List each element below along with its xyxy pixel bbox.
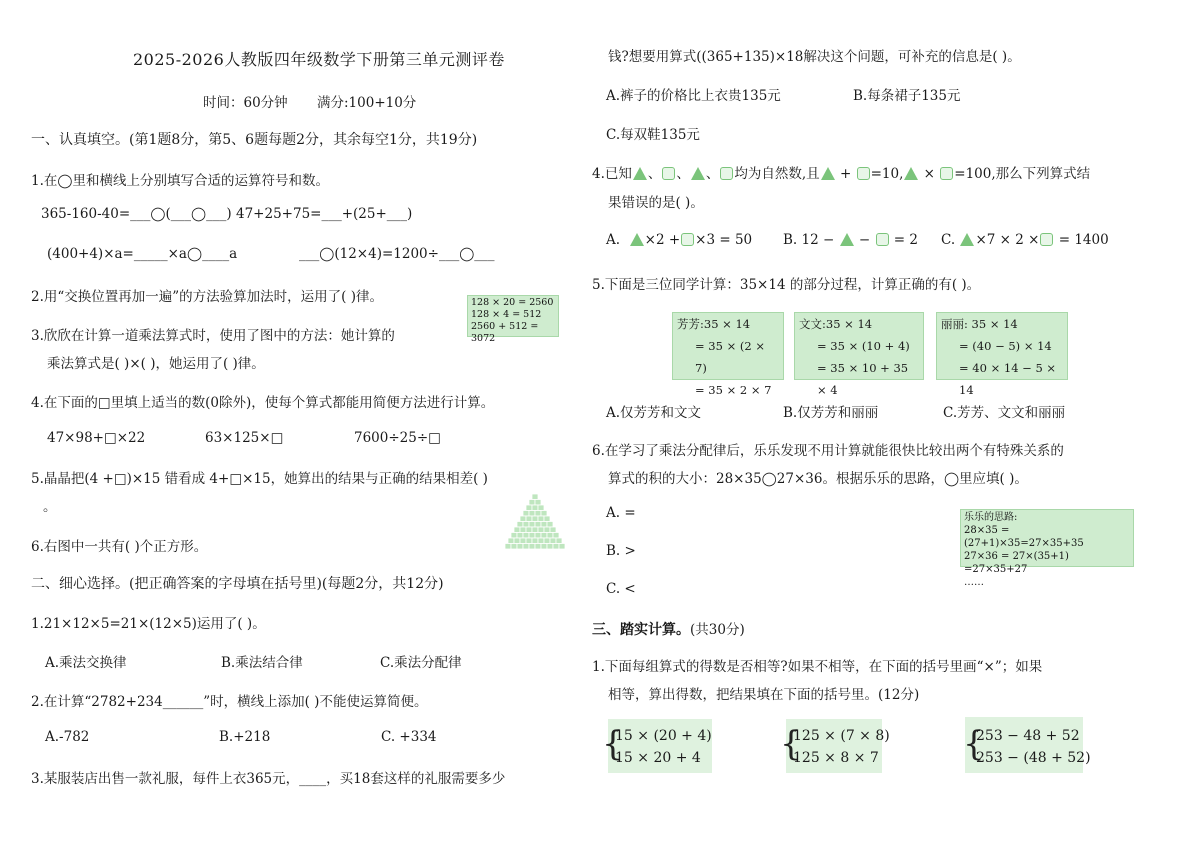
exam-time: 时间：60分钟: [203, 95, 288, 111]
thinking-line: 27×36 = 27×(35+1) =27×35+27: [964, 551, 1069, 575]
rounded-square-icon: [681, 233, 694, 246]
question-1-line-2a: (400+4)×a=_____×a◯____a: [47, 246, 238, 262]
pyramid-square: [526, 538, 532, 544]
pyramid-square: [532, 527, 538, 533]
page-title: 2025-2026人教版四年级数学下册第三单元测评卷: [133, 50, 505, 69]
pyramid-square: [523, 522, 529, 528]
pyramid-square: [529, 511, 535, 517]
pyramid-square: [529, 522, 535, 528]
thinking-line: 乐乐的思路:: [964, 512, 1018, 523]
wenwen-work-box: [794, 312, 924, 397]
question-6: 6.右图中一共有( )个正方形。: [31, 539, 208, 555]
question-4-c: 7600÷25÷□: [354, 430, 441, 446]
choice-2: 2.在计算“2782+234______”时，横线上添加( )不能使运算简便。: [31, 694, 428, 710]
expression: 253 − 48 + 52: [976, 728, 1080, 744]
pyramid-square: [535, 544, 541, 550]
question-4: 4.在下面的□里填上适当的数(0除外)，使每个算式都能用简便方法进行计算。: [31, 395, 495, 411]
question-3-line-2: 乘法算式是( )×( )，她运用了( )律。: [47, 356, 265, 372]
option-expr: ×3 = 50: [695, 232, 753, 248]
section-3-heading: [592, 618, 745, 639]
pyramid-square: [532, 538, 538, 544]
pyramid-square: [514, 527, 520, 533]
question-1: 1.在◯里和横线上分别填写合适的运算符号和数。: [31, 173, 329, 189]
rounded-square-icon: [662, 167, 675, 180]
choice-3-option-c: C.每双鞋135元: [606, 127, 700, 143]
option-expr: ×2 +: [644, 232, 681, 248]
pyramid-square: [526, 516, 532, 522]
question-4-a: 47×98+□×22: [47, 430, 146, 446]
choice-1-option-a: A.乘法交换律: [45, 655, 127, 671]
choice-6-option-c: C. <: [606, 581, 636, 597]
option-expr: = 2: [893, 232, 918, 248]
work-line: = 35 × 2 × 7: [695, 383, 772, 397]
choice-3-option-b: B.每条裙子135元: [853, 88, 961, 104]
choice-6-option-a: A. =: [606, 505, 636, 521]
expression: 125 × 8 × 7: [793, 750, 879, 766]
choice-1-option-c: C.乘法分配律: [380, 655, 462, 671]
triangle-icon: [904, 167, 918, 180]
triangle-icon: [630, 233, 644, 246]
section-1-title: 一、认真填空。(第1题8分，第5、6题每题2分，其余每空1分，共19分): [31, 132, 478, 148]
choice-6-line-1: 6.在学习了乘法分配律后，乐乐发现不用计算就能很快比较出两个有特殊关系的: [592, 443, 1064, 459]
expression: 253 − (48 + 52): [976, 750, 1091, 766]
pyramid-square: [538, 527, 544, 533]
question-2: 2.用“交换位置再加一遍”的方法验算加法时，运用了( )律。: [31, 289, 384, 305]
work-line: = 35 × (2 × 7): [695, 339, 765, 375]
question-5-line-1: 5.晶晶把(4 +□)×15 错看成 4+□×15，她算出的结果与正确的结果相差( ): [31, 471, 488, 487]
choice-4-text: 均为自然数,且: [734, 166, 820, 182]
work-line: 芳芳:35 × 14: [677, 317, 751, 331]
choice-4-option-c: [941, 232, 1109, 248]
triangle-icon: [691, 167, 705, 180]
pyramid-square: [529, 544, 535, 550]
choice-3-continued: 钱?想要用算式((365+135)×18解决这个问题，可补充的信息是( )。: [608, 49, 1021, 65]
pyramid-square: [538, 538, 544, 544]
section-3-score: (共30分): [690, 622, 745, 638]
question-3-line-1: 3.欣欣在计算一道乘法算式时，使用了图中的方法：她计算的: [31, 328, 395, 344]
work-line: = 35 × 10 + 35 × 4: [817, 361, 909, 397]
choice-4-option-a: [606, 232, 752, 248]
choice-2-option-b: B.+218: [219, 729, 271, 745]
pyramid-square: [553, 544, 559, 550]
work-line: = (40 − 5) × 14: [959, 339, 1052, 353]
question-4-b: 63×125×□: [205, 430, 284, 446]
expr-group-3: [976, 725, 1091, 769]
expression: 15 × (20 + 4): [615, 728, 712, 744]
method-line: 2560 + 512 = 3072: [471, 321, 539, 344]
choice-6-line-2: 算式的积的大小：28×35◯27×36。根据乐乐的思路，◯里应填( )。: [608, 471, 1028, 487]
pyramid-square: [532, 505, 538, 511]
pyramid-square: [541, 511, 547, 517]
choice-5-option-b: B.仅芳芳和丽丽: [783, 405, 879, 421]
choice-1-option-b: B.乘法结合律: [221, 655, 303, 671]
question-1-line-2b: ___◯(12×4)=1200÷___◯___: [299, 246, 495, 262]
choice-2-option-a: A.-782: [45, 729, 90, 745]
work-line: 文文:35 × 14: [799, 317, 873, 331]
pyramid-square: [529, 500, 535, 506]
pyramid-square: [511, 533, 517, 539]
work-line: = 35 × (10 + 4): [817, 339, 910, 353]
pyramid-square: [511, 544, 517, 550]
pyramid-square: [547, 544, 553, 550]
pyramid-square: [520, 527, 526, 533]
times-sign: ×: [923, 166, 935, 182]
choice-4-line-1: 4.已知 、 、 、 均为自然数,且 + =10, × =100,那么下列算式结: [592, 166, 1091, 182]
expr-group-2: [793, 725, 890, 769]
fangfang-work-box: [672, 312, 784, 397]
lili-work-box: [936, 312, 1068, 397]
question-5-line-2: 。: [43, 499, 57, 515]
brace-icon: {: [963, 724, 985, 764]
choice-5: 5.下面是三位同学计算：35×14 的部分过程，计算正确的有( )。: [592, 277, 981, 293]
brace-icon: {: [602, 724, 624, 764]
brace-icon: {: [780, 724, 802, 764]
choice-4-line-2: 果错误的是( )。: [608, 195, 704, 211]
rounded-square-icon: [876, 233, 889, 246]
question-1-line-1a: 365-160-40=___◯(___◯___): [41, 206, 232, 222]
question-1-line-1b: 47+25+75=___+(25+___): [236, 206, 413, 222]
work-line: 丽丽: 35 × 14: [941, 317, 1018, 331]
pyramid-square: [532, 516, 538, 522]
triangle-icon: [960, 233, 974, 246]
choice-4-prefix: 4.已知: [592, 166, 632, 182]
pyramid-square: [529, 533, 535, 539]
section-2-title: 二、细心选择。(把正确答案的字母填在括号里)(每题2分，共12分): [31, 576, 444, 592]
lele-thinking-box: [960, 509, 1134, 588]
sum-value: =10,: [870, 166, 904, 182]
pyramid-square: [520, 516, 526, 522]
pyramid-square: [538, 505, 544, 511]
square-pyramid-figure: [502, 494, 568, 550]
pyramid-square: [517, 544, 523, 550]
rounded-square-icon: [720, 167, 733, 180]
choice-2-option-c: C. +334: [381, 729, 437, 745]
pyramid-square: [544, 538, 550, 544]
expression: 125 × (7 × 8): [793, 728, 890, 744]
calc-1-line-1: 1.下面每组算式的得数是否相等?如果不相等，在下面的括号里画“×”；如果: [592, 659, 1043, 675]
rounded-square-icon: [857, 167, 870, 180]
triangle-icon: [840, 233, 854, 246]
option-expr: = 1400: [1058, 232, 1109, 248]
pyramid-square: [550, 538, 556, 544]
option-expr: ×7 × 2 ×: [975, 232, 1040, 248]
choice-3-option-a: A.裤子的价格比上衣贵135元: [606, 88, 781, 104]
pyramid-square: [514, 538, 520, 544]
choice-1: 1.21×12×5=21×(12×5)运用了( )。: [31, 616, 266, 632]
section-3-title: 三、踏实计算。: [592, 622, 690, 638]
pyramid-square: [535, 533, 541, 539]
pyramid-square: [547, 533, 553, 539]
pyramid-square: [523, 544, 529, 550]
pyramid-square: [526, 505, 532, 511]
pyramid-square: [520, 538, 526, 544]
pyramid-square: [532, 494, 538, 500]
rounded-square-icon: [1040, 233, 1053, 246]
thinking-line: 28×35 = (27+1)×35=27×35+35: [964, 525, 1084, 549]
method-line: 128 × 20 = 2560: [471, 297, 554, 308]
triangle-icon: [633, 167, 647, 180]
pyramid-square: [550, 527, 556, 533]
work-line: = 40 × 14 − 5 × 14: [959, 361, 1057, 397]
expression: 15 × 20 + 4: [615, 750, 701, 766]
pyramid-square: [538, 516, 544, 522]
expr-group-1: [615, 725, 712, 769]
pyramid-square: [535, 522, 541, 528]
option-letter: A.: [606, 232, 621, 248]
option-expr: −: [858, 232, 871, 248]
pyramid-square: [535, 511, 541, 517]
pyramid-square: [505, 544, 511, 550]
pyramid-square: [526, 527, 532, 533]
pyramid-square: [541, 533, 547, 539]
multiplication-method-box: [467, 295, 559, 344]
pyramid-square: [517, 533, 523, 539]
exam-score: 满分:100+10分: [317, 95, 417, 111]
rounded-square-icon: [940, 167, 953, 180]
product-text: =100,那么下列算式结: [954, 166, 1091, 182]
triangle-icon: [821, 167, 835, 180]
option-letter: C.: [941, 232, 956, 248]
pyramid-square: [523, 533, 529, 539]
choice-5-option-c: C.芳芳、文文和丽丽: [943, 405, 1066, 421]
pyramid-square: [556, 538, 562, 544]
thinking-line: ……: [964, 577, 984, 588]
pyramid-square: [544, 516, 550, 522]
choice-3: 3.某服装店出售一款礼服，每件上衣365元，____，买18套这样的礼服需要多少: [31, 771, 506, 787]
pyramid-square: [559, 544, 565, 550]
pyramid-square: [547, 522, 553, 528]
choice-5-option-a: A.仅芳芳和文文: [606, 405, 702, 421]
method-line: 128 × 4 = 512: [471, 309, 542, 320]
pyramid-square: [541, 544, 547, 550]
pyramid-square: [508, 538, 514, 544]
choice-6-option-b: B. >: [606, 543, 636, 559]
pyramid-square: [535, 500, 541, 506]
choice-4-option-b: [783, 232, 918, 248]
calc-1-line-2: 相等，算出得数，把结果填在下面的括号里。(12分): [608, 687, 920, 703]
option-expr: B. 12 −: [783, 232, 835, 248]
plus-sign: +: [839, 166, 852, 182]
pyramid-square: [553, 533, 559, 539]
pyramid-square: [544, 527, 550, 533]
pyramid-square: [517, 522, 523, 528]
pyramid-square: [523, 511, 529, 517]
pyramid-square: [541, 522, 547, 528]
